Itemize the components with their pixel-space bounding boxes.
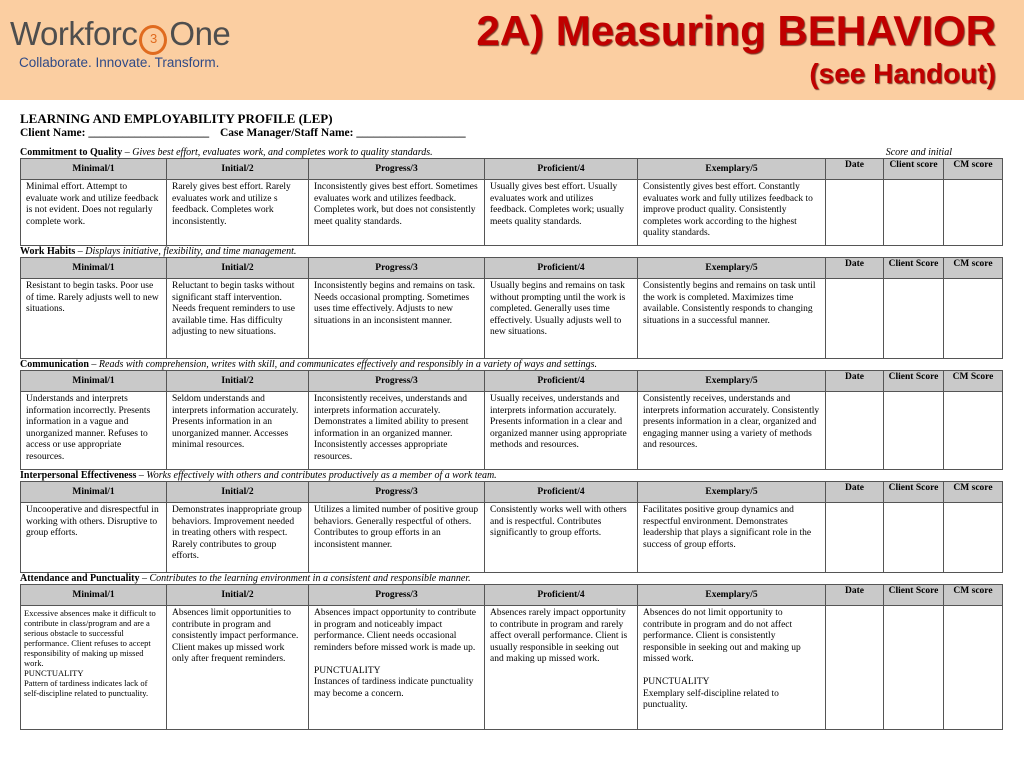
rubric-criteria-cell [167, 279, 309, 359]
rubric-column-header: Minimal/1 [21, 371, 167, 392]
section-description: – Works effectively with others and contributes productively as a member of a work team. [136, 470, 497, 481]
rubric-column-header: Initial/2 [167, 371, 309, 392]
criteria-text: Absences impact opportunity to contribute in program and noticeably impact performance. Client needs occasional reminders before missed work is made up. PUNCTUALITY Instances of tardiness indicate punctuality may become a concern. [314, 608, 476, 699]
client-score-input-cell[interactable] [884, 392, 944, 470]
rubric-header-row [21, 482, 1003, 503]
rubric-criteria-cell [167, 503, 309, 573]
rubric-column-header: CM score [944, 159, 1003, 180]
rubric-column-header: Minimal/1 [21, 585, 167, 606]
section-description: – Reads with comprehension, writes with skill, and communicates effectively and responsibly in a variety of ways and settings. [88, 359, 597, 370]
document-title: LEARNING AND EMPLOYABILITY PROFILE (LEP) [20, 111, 333, 126]
rubric-column-header: Date [826, 482, 884, 503]
rubric-criteria-row [21, 503, 1003, 573]
rubric-column-header: Exemplary/5 [638, 371, 826, 392]
rubric-column-header: Exemplary/5 [638, 585, 826, 606]
section-heading [20, 359, 1004, 370]
rubric-criteria-cell [309, 392, 485, 470]
criteria-text: Demonstrates inappropriate group behaviors. Improvement needed in treating others with respect. Rarely contributes to group efforts. [172, 505, 302, 561]
criteria-text: Resistant to begin tasks. Poor use of time. Rarely adjusts well to new situations. [26, 281, 159, 314]
section-name: Communication [20, 359, 89, 370]
rubric-table [20, 158, 1003, 246]
rubric-column-header: Client Score [884, 585, 944, 606]
rubric-criteria-cell [309, 279, 485, 359]
rubric-column-header: Initial/2 [167, 585, 309, 606]
rubric-criteria-cell [21, 180, 167, 246]
criteria-text: Consistently receives, understands and interprets information accurately. Consistently presents information in a clear, organized and engaging manner using a variety of methods and resources. [643, 394, 820, 450]
logo-wordmark [10, 14, 230, 55]
rubric-column-header: Exemplary/5 [638, 258, 826, 279]
rubric-criteria-cell [638, 606, 826, 730]
rubric-column-header: Minimal/1 [21, 258, 167, 279]
rubric-criteria-cell [167, 392, 309, 470]
rubric-column-header: CM Score [944, 371, 1003, 392]
rubric-column-header: Proficient/4 [485, 258, 638, 279]
criteria-text: Consistently begins and remains on task until the work is completed. Maximizes time available. Consistently responds to changing situations in a successful manner. [643, 281, 816, 326]
cm-score-input-cell[interactable] [944, 279, 1003, 359]
rubric-column-header: Initial/2 [167, 159, 309, 180]
section-heading [20, 147, 1004, 158]
criteria-text: Minimal effort. Attempt to evaluate work and utilize feedback is not evident. Does not regularly complete work. [26, 182, 159, 227]
rubric-criteria-cell [167, 606, 309, 730]
date-input-cell[interactable] [826, 503, 884, 573]
rubric-column-header: Date [826, 585, 884, 606]
criteria-text: Consistently works well with others and is respectful. Contributes significantly to group efforts. [490, 505, 627, 538]
rubric-criteria-cell [21, 392, 167, 470]
logo-text-right: One [169, 15, 231, 52]
rubric-criteria-cell [485, 180, 638, 246]
criteria-text: Consistently gives best effort. Constantly evaluates work and fully utilizes feedback to improve product quality. Consistently completes work according to the highest quality standards. [643, 182, 813, 238]
rubric-column-header: Minimal/1 [21, 482, 167, 503]
logo-text-left: Workforc [10, 15, 138, 52]
section-name: Commitment to Quality [20, 147, 123, 158]
rubric-column-header: CM score [944, 482, 1003, 503]
date-input-cell[interactable] [826, 180, 884, 246]
section-name: Interpersonal Effectiveness [20, 470, 137, 481]
rubric-criteria-cell [309, 180, 485, 246]
rubric-column-header: Progress/3 [309, 258, 485, 279]
criteria-text: Rarely gives best effort. Rarely evaluates work and utilize s feedback. Completes work inconsistently. [172, 182, 291, 227]
rubric-column-header: Exemplary/5 [638, 159, 826, 180]
rubric-criteria-cell [638, 503, 826, 573]
rubric-criteria-row [21, 279, 1003, 359]
rubric-table [20, 370, 1003, 470]
client-name-field: Client Name: _____________________ [20, 127, 210, 139]
section-description: – Displays initiative, flexibility, and time management. [75, 246, 297, 257]
cm-score-input-cell[interactable] [944, 503, 1003, 573]
rubric-criteria-cell [309, 503, 485, 573]
logo-tagline: Collaborate. Innovate. Transform. [19, 55, 220, 70]
criteria-text: Excessive absences make it difficult to contribute in class/program and are a serious obstacle to successful performance. Client refuses to accept responsibility of making up missed work. PUNCTUALITY Pattern of tardiness indicates lack of self-discipline related to punctuality. [24, 608, 156, 698]
rubric-column-header: Client Score [884, 258, 944, 279]
rubric-column-header: CM score [944, 258, 1003, 279]
section-name: Attendance and Punctuality [20, 573, 140, 584]
rubric-criteria-cell [21, 279, 167, 359]
criteria-text: Absences do not limit opportunity to contribute in program and do not affect performance. Client is consistently responsible in seeking out and making up missed work. PUNCTUALITY Exemplary self-discipline related to punctuality. [643, 608, 801, 710]
slide-title-line1: 2A) Measuring BEHAVIOR [476, 7, 996, 54]
cm-score-input-cell[interactable] [944, 392, 1003, 470]
rubric-table [20, 481, 1003, 573]
criteria-text: Inconsistently begins and remains on task. Needs occasional prompting. Sometimes uses time effectively. Adjusts to new situations in an inconsistent manner. [314, 281, 475, 326]
rubric-criteria-cell [485, 392, 638, 470]
rubric-column-header: Progress/3 [309, 482, 485, 503]
rubric-header-row [21, 371, 1003, 392]
rubric-criteria-cell [309, 606, 485, 730]
logo-e3-mark: 3 [139, 25, 167, 55]
rubric-column-header: Progress/3 [309, 371, 485, 392]
criteria-text: Facilitates positive group dynamics and respectful environment. Demonstrates leadership that plays a significant role in the success of group efforts. [643, 505, 812, 550]
score-and-initial-note: Score and initial [885, 147, 952, 158]
criteria-text: Usually begins and remains on task without prompting until the work is completed. Generally uses time effectively. Usually adjusts well to new situations. [490, 281, 626, 337]
rubric-criteria-cell [638, 279, 826, 359]
rubric-criteria-cell [21, 503, 167, 573]
client-score-input-cell[interactable] [884, 503, 944, 573]
section-heading [20, 470, 1004, 481]
rubric-column-header: CM score [944, 585, 1003, 606]
lep-document [20, 112, 1004, 730]
cm-score-input-cell[interactable] [944, 180, 1003, 246]
rubric-column-header: Client Score [884, 482, 944, 503]
rubric-column-header: Exemplary/5 [638, 482, 826, 503]
slide-title [476, 6, 996, 92]
section-description: – Contributes to the learning environment in a consistent and responsible manner. [139, 573, 471, 584]
date-input-cell[interactable] [826, 606, 884, 730]
rubric-criteria-cell [485, 503, 638, 573]
rubric-criteria-cell [485, 606, 638, 730]
section-name: Work Habits [20, 246, 76, 257]
rubric-column-header: Proficient/4 [485, 482, 638, 503]
rubric-table [20, 257, 1003, 359]
rubric-column-header: Date [826, 159, 884, 180]
rubric-column-header: Initial/2 [167, 258, 309, 279]
slide-title-line2: (see Handout) [809, 58, 996, 89]
rubric-column-header: Date [826, 371, 884, 392]
criteria-text: Seldom understands and interprets information accurately. Presents information in an unorganized manner. Accesses minimal resources. [172, 394, 299, 450]
criteria-text: Usually receives, understands and interprets information accurately. Presents information in a clear and organized manner using appropriate methods and resources. [490, 394, 627, 450]
rubric-column-header: Client score [884, 159, 944, 180]
rubric-column-header: Progress/3 [309, 585, 485, 606]
rubric-criteria-row [21, 392, 1003, 470]
rubric-column-header: Progress/3 [309, 159, 485, 180]
rubric-header-row [21, 585, 1003, 606]
criteria-text: Inconsistently receives, understands and interprets information accurately. Demonstrates a limited ability to present information in an organized manner. Inconsistently accesses appropriate resources. [314, 394, 469, 462]
rubric-column-header: Proficient/4 [485, 371, 638, 392]
criteria-text: Uncooperative and disrespectful in working with others. Disruptive to group efforts. [26, 505, 159, 538]
rubric-table [20, 584, 1003, 730]
rubric-header-row [21, 258, 1003, 279]
rubric-column-header: Proficient/4 [485, 159, 638, 180]
document-fields [20, 126, 1004, 141]
criteria-text: Usually gives best effort. Usually evaluates work and utilizes feedback. Completes work; usually meets quality standards. [490, 182, 625, 227]
rubric-column-header: Date [826, 258, 884, 279]
rubric-column-header: Client Score [884, 371, 944, 392]
section-heading [20, 246, 1004, 257]
criteria-text: Understands and interprets information incorrectly. Presents information in a vague and unorganized manner. Refuses to access or use appropriate resources. [26, 394, 151, 462]
section-heading [20, 573, 1004, 584]
rubric-criteria-row [21, 606, 1003, 730]
slide-header [0, 0, 1024, 100]
rubric-criteria-row [21, 180, 1003, 246]
criteria-text: Absences limit opportunities to contribute in program and consistently impact performance. Client makes up missed work only after frequent reminders. [172, 608, 299, 664]
criteria-text: Absences rarely impact opportunity to contribute in program and rarely affect overall performance. Client is usually responsible in seeking out and making up missed work. [490, 608, 628, 664]
rubric-column-header: Minimal/1 [21, 159, 167, 180]
criteria-text: Inconsistently gives best effort. Sometimes evaluates work and utilizes feedback. Completes work, but does not consistently meet quality standards. [314, 182, 478, 227]
date-input-cell[interactable] [826, 392, 884, 470]
rubric-sections [20, 147, 1004, 730]
case-manager-field: Case Manager/Staff Name: ___________________ [219, 127, 466, 139]
section-description: – Gives best effort, evaluates work, and completes work to quality standards. [122, 147, 433, 158]
client-score-input-cell[interactable] [884, 180, 944, 246]
rubric-criteria-cell [638, 180, 826, 246]
workforce-one-logo [10, 14, 230, 70]
date-input-cell[interactable] [826, 279, 884, 359]
criteria-text: Utilizes a limited number of positive group behaviors. Generally respectful of others. Contributes to group efforts in an inconsistent manner. [314, 505, 479, 550]
client-score-input-cell[interactable] [884, 606, 944, 730]
rubric-column-header: Initial/2 [167, 482, 309, 503]
rubric-criteria-cell [167, 180, 309, 246]
rubric-column-header: Proficient/4 [485, 585, 638, 606]
rubric-criteria-cell [21, 606, 167, 730]
criteria-text: Reluctant to begin tasks without significant staff intervention. Needs frequent reminders to use available time. Has difficulty adjusting to new situations. [172, 281, 295, 337]
rubric-header-row [21, 159, 1003, 180]
client-score-input-cell[interactable] [884, 279, 944, 359]
cm-score-input-cell[interactable] [944, 606, 1003, 730]
rubric-criteria-cell [638, 392, 826, 470]
rubric-criteria-cell [485, 279, 638, 359]
